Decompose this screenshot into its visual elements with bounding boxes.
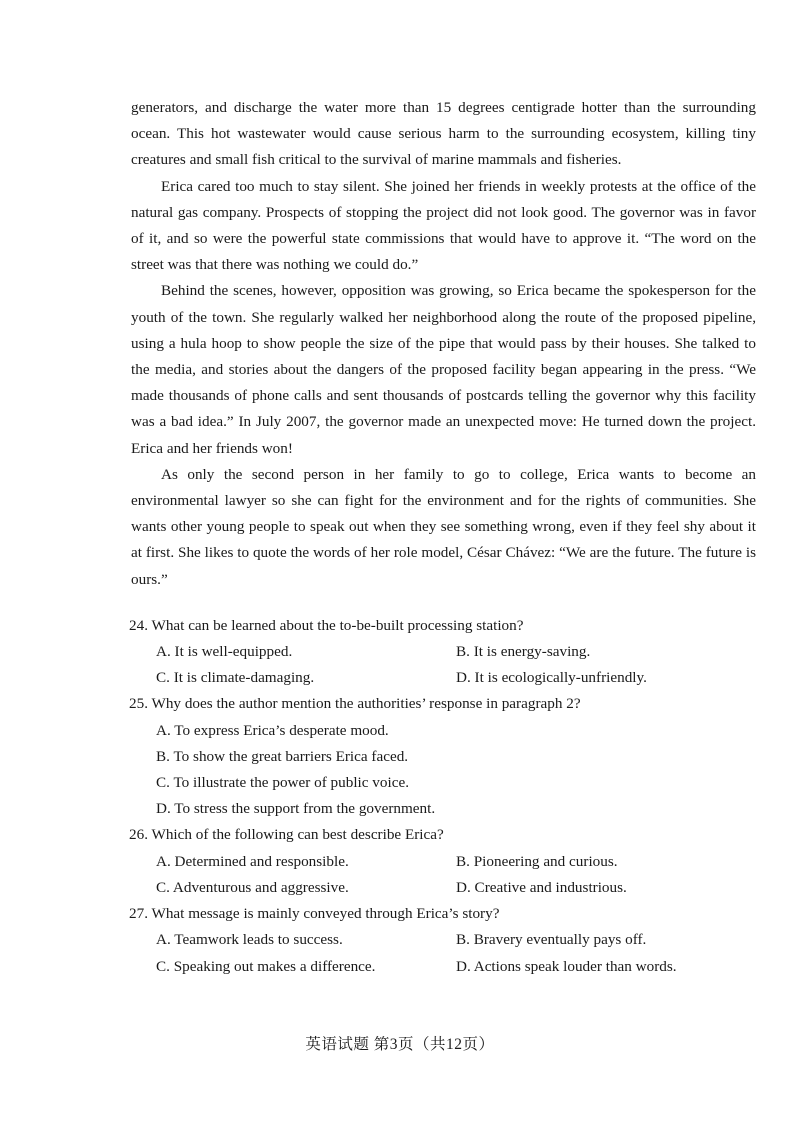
question-26-stem: 26. Which of the following can best describe Erica? <box>129 826 444 844</box>
question-25-option-d: D. To stress the support from the government. <box>156 800 436 818</box>
question-26-option-d: D. Creative and industrious. <box>456 878 627 896</box>
question-27-option-a: A. Teamwork leads to success. <box>156 931 343 949</box>
question-27-option-b: B. Bravery eventually pays off. <box>456 931 647 949</box>
question-25-option-a: A. To express Erica’s desperate mood. <box>156 721 389 739</box>
question-25-stem: 25. Why does the author mention the authorities’ response in paragraph 2? <box>129 695 581 713</box>
question-25-option-c: C. To illustrate the power of public voice. <box>156 774 409 792</box>
question-list <box>131 613 756 980</box>
question-25-option-b: B. To show the great barriers Erica faced. <box>156 747 409 765</box>
paragraph-continuation: generators, and discharge the water more than 15 degrees centigrade hotter than the surrounding ocean. This hot wastewater would cause serious harm to the surrounding ecosystem, killing tiny creatures and small fish critical to the survival of marine mammals and fisheries. <box>131 99 756 169</box>
question-26 <box>131 822 756 901</box>
question-25 <box>131 691 756 822</box>
question-24-stem: 24. What can be learned about the to-be-built processing station? <box>129 616 524 634</box>
paragraph-2: Erica cared too much to stay silent. She joined her friends in weekly protests at the office of the natural gas company. Prospects of stopping the project did not look good. The governor was in favor of it, and so were the powerful state commissions that would have to approve it. “The word on the street was that there was nothing we could do.” <box>131 177 756 274</box>
paragraph-3: Behind the scenes, however, opposition was growing, so Erica became the spokesperson for the youth of the town. She regularly walked her neighborhood along the route of the proposed pipeline, using a hula hoop to show people the size of the pipe that would pass by their houses. She talked to the media, and stories about the dangers of the proposed facility began appearing in the press. “We made thousands of phone calls and sent thousands of postcards telling the governor why this facility was a bad idea.” In July 2007, the governor made an unexpected move: He turned down the project. Erica and her friends won! <box>131 282 756 457</box>
question-24-option-b: B. It is energy-saving. <box>456 643 591 661</box>
question-24 <box>131 613 756 692</box>
question-27 <box>131 901 756 980</box>
question-24-options-row-1 <box>156 639 756 665</box>
question-24-option-a: A. It is well-equipped. <box>156 643 293 661</box>
question-26-option-b: B. Pioneering and curious. <box>456 852 618 870</box>
question-26-option-a: A. Determined and responsible. <box>156 852 349 870</box>
question-27-options-row-1 <box>156 927 756 953</box>
page-footer: 英语试题 第3页（共12页） <box>305 1036 495 1053</box>
question-24-option-c: C. It is climate-damaging. <box>156 669 315 687</box>
question-24-option-d: D. It is ecologically-unfriendly. <box>456 669 647 687</box>
exam-page <box>131 95 756 980</box>
question-27-option-d: D. Actions speak louder than words. <box>456 957 677 975</box>
question-27-options-row-2 <box>156 954 756 980</box>
question-26-option-c: C. Adventurous and aggressive. <box>156 878 349 896</box>
question-26-options-row-2 <box>156 875 756 901</box>
paragraph-4: As only the second person in her family to go to college, Erica wants to become an environmental lawyer so she can fight for the environment and for the rights of communities. She wants other young people to speak out when they see something wrong, even if they feel shy about it at first. She likes to quote the words of her role model, César Chávez: “We are the future. The future is ours.” <box>131 465 756 588</box>
question-26-options-row-1 <box>156 849 756 875</box>
question-27-option-c: C. Speaking out makes a difference. <box>156 957 376 975</box>
question-27-stem: 27. What message is mainly conveyed through Erica’s story? <box>129 905 500 923</box>
question-24-options-row-2 <box>156 665 756 691</box>
